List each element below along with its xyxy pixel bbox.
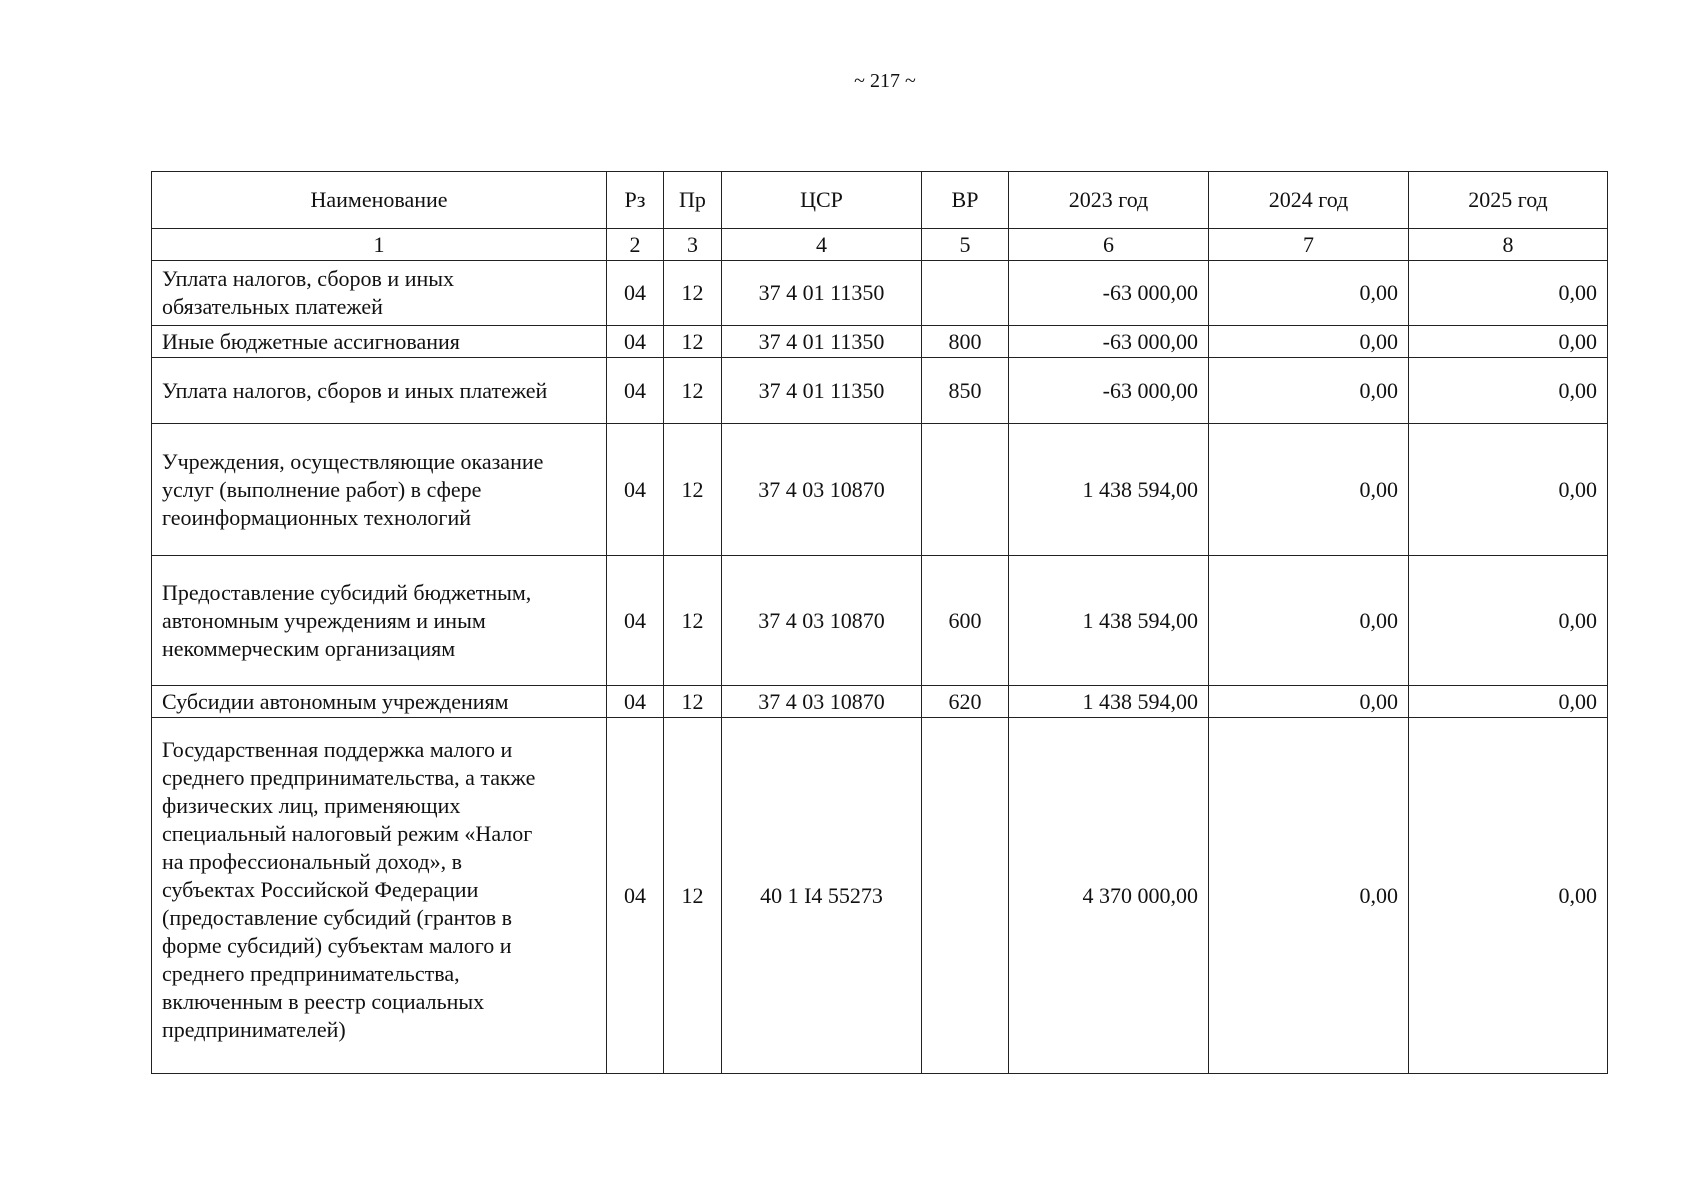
row-amount-2023: -63 000,00 (1009, 358, 1209, 424)
column-number: 5 (922, 229, 1009, 261)
row-rz: 04 (607, 358, 664, 424)
row-vr: 620 (922, 686, 1009, 718)
table-row (152, 556, 1608, 686)
budget-table (151, 171, 1608, 1074)
row-amount-2024: 0,00 (1209, 424, 1409, 556)
row-vr: 600 (922, 556, 1009, 686)
row-amount-2025: 0,00 (1409, 326, 1608, 358)
row-amount-2023: 4 370 000,00 (1009, 718, 1209, 1074)
header-csr: ЦСР (722, 172, 922, 229)
row-vr (922, 718, 1009, 1074)
row-amount-2023: 1 438 594,00 (1009, 424, 1209, 556)
row-pr: 12 (664, 261, 722, 326)
row-pr: 12 (664, 718, 722, 1074)
row-csr: 37 4 03 10870 (722, 424, 922, 556)
row-amount-2025: 0,00 (1409, 358, 1608, 424)
row-amount-2025: 0,00 (1409, 424, 1608, 556)
table-row (152, 326, 1608, 358)
row-rz: 04 (607, 326, 664, 358)
column-number-row (152, 229, 1608, 261)
row-rz: 04 (607, 261, 664, 326)
header-2024: 2024 год (1209, 172, 1409, 229)
row-amount-2024: 0,00 (1209, 556, 1409, 686)
row-amount-2025: 0,00 (1409, 261, 1608, 326)
row-vr (922, 424, 1009, 556)
row-rz: 04 (607, 556, 664, 686)
table-row (152, 261, 1608, 326)
row-amount-2023: 1 438 594,00 (1009, 686, 1209, 718)
table-row (152, 358, 1608, 424)
row-name: Иные бюджетные ассигнования (152, 326, 607, 358)
row-csr: 37 4 03 10870 (722, 556, 922, 686)
row-amount-2024: 0,00 (1209, 326, 1409, 358)
row-csr: 37 4 01 11350 (722, 261, 922, 326)
row-amount-2023: -63 000,00 (1009, 261, 1209, 326)
column-number: 4 (722, 229, 922, 261)
row-rz: 04 (607, 424, 664, 556)
table-row (152, 686, 1608, 718)
page-number: ~ 217 ~ (854, 70, 916, 92)
row-csr: 37 4 01 11350 (722, 326, 922, 358)
row-pr: 12 (664, 424, 722, 556)
row-pr: 12 (664, 326, 722, 358)
row-name: Уплата налогов, сборов и иных обязательных платежей (152, 261, 607, 326)
row-csr: 40 1 I4 55273 (722, 718, 922, 1074)
row-rz: 04 (607, 686, 664, 718)
row-amount-2025: 0,00 (1409, 686, 1608, 718)
row-name: Государственная поддержка малого и среднего предпринимательства, а также физических лиц, применяющих специальный налоговый режим «Налог на профессиональный доход», в субъектах Российской Федерации (предоставление субсидий (грантов в форме субсидий) субъектам малого и среднего предпринимательства, включенным в реестр социальных предпринимателей) (152, 718, 607, 1074)
row-pr: 12 (664, 556, 722, 686)
row-amount-2025: 0,00 (1409, 556, 1608, 686)
row-csr: 37 4 01 11350 (722, 358, 922, 424)
row-vr: 800 (922, 326, 1009, 358)
row-name: Учреждения, осуществляющие оказание услуг (выполнение работ) в сфере геоинформационных технологий (152, 424, 607, 556)
row-amount-2024: 0,00 (1209, 718, 1409, 1074)
row-pr: 12 (664, 358, 722, 424)
header-2023: 2023 год (1009, 172, 1209, 229)
column-number: 3 (664, 229, 722, 261)
column-number: 6 (1009, 229, 1209, 261)
row-amount-2024: 0,00 (1209, 358, 1409, 424)
row-name: Предоставление субсидий бюджетным, автономным учреждениям и иным некоммерческим организациям (152, 556, 607, 686)
header-row (152, 172, 1608, 229)
row-name: Субсидии автономным учреждениям (152, 686, 607, 718)
row-vr: 850 (922, 358, 1009, 424)
row-amount-2023: -63 000,00 (1009, 326, 1209, 358)
header-rz: Рз (607, 172, 664, 229)
header-2025: 2025 год (1409, 172, 1608, 229)
row-name: Уплата налогов, сборов и иных платежей (152, 358, 607, 424)
row-rz: 04 (607, 718, 664, 1074)
column-number: 8 (1409, 229, 1608, 261)
column-number: 1 (152, 229, 607, 261)
table-row (152, 424, 1608, 556)
column-number: 2 (607, 229, 664, 261)
column-number: 7 (1209, 229, 1409, 261)
header-name: Наименование (152, 172, 607, 229)
row-amount-2024: 0,00 (1209, 686, 1409, 718)
header-pr: Пр (664, 172, 722, 229)
row-vr (922, 261, 1009, 326)
row-pr: 12 (664, 686, 722, 718)
table-row (152, 718, 1608, 1074)
row-amount-2023: 1 438 594,00 (1009, 556, 1209, 686)
row-amount-2025: 0,00 (1409, 718, 1608, 1074)
header-vr: ВР (922, 172, 1009, 229)
row-amount-2024: 0,00 (1209, 261, 1409, 326)
row-csr: 37 4 03 10870 (722, 686, 922, 718)
